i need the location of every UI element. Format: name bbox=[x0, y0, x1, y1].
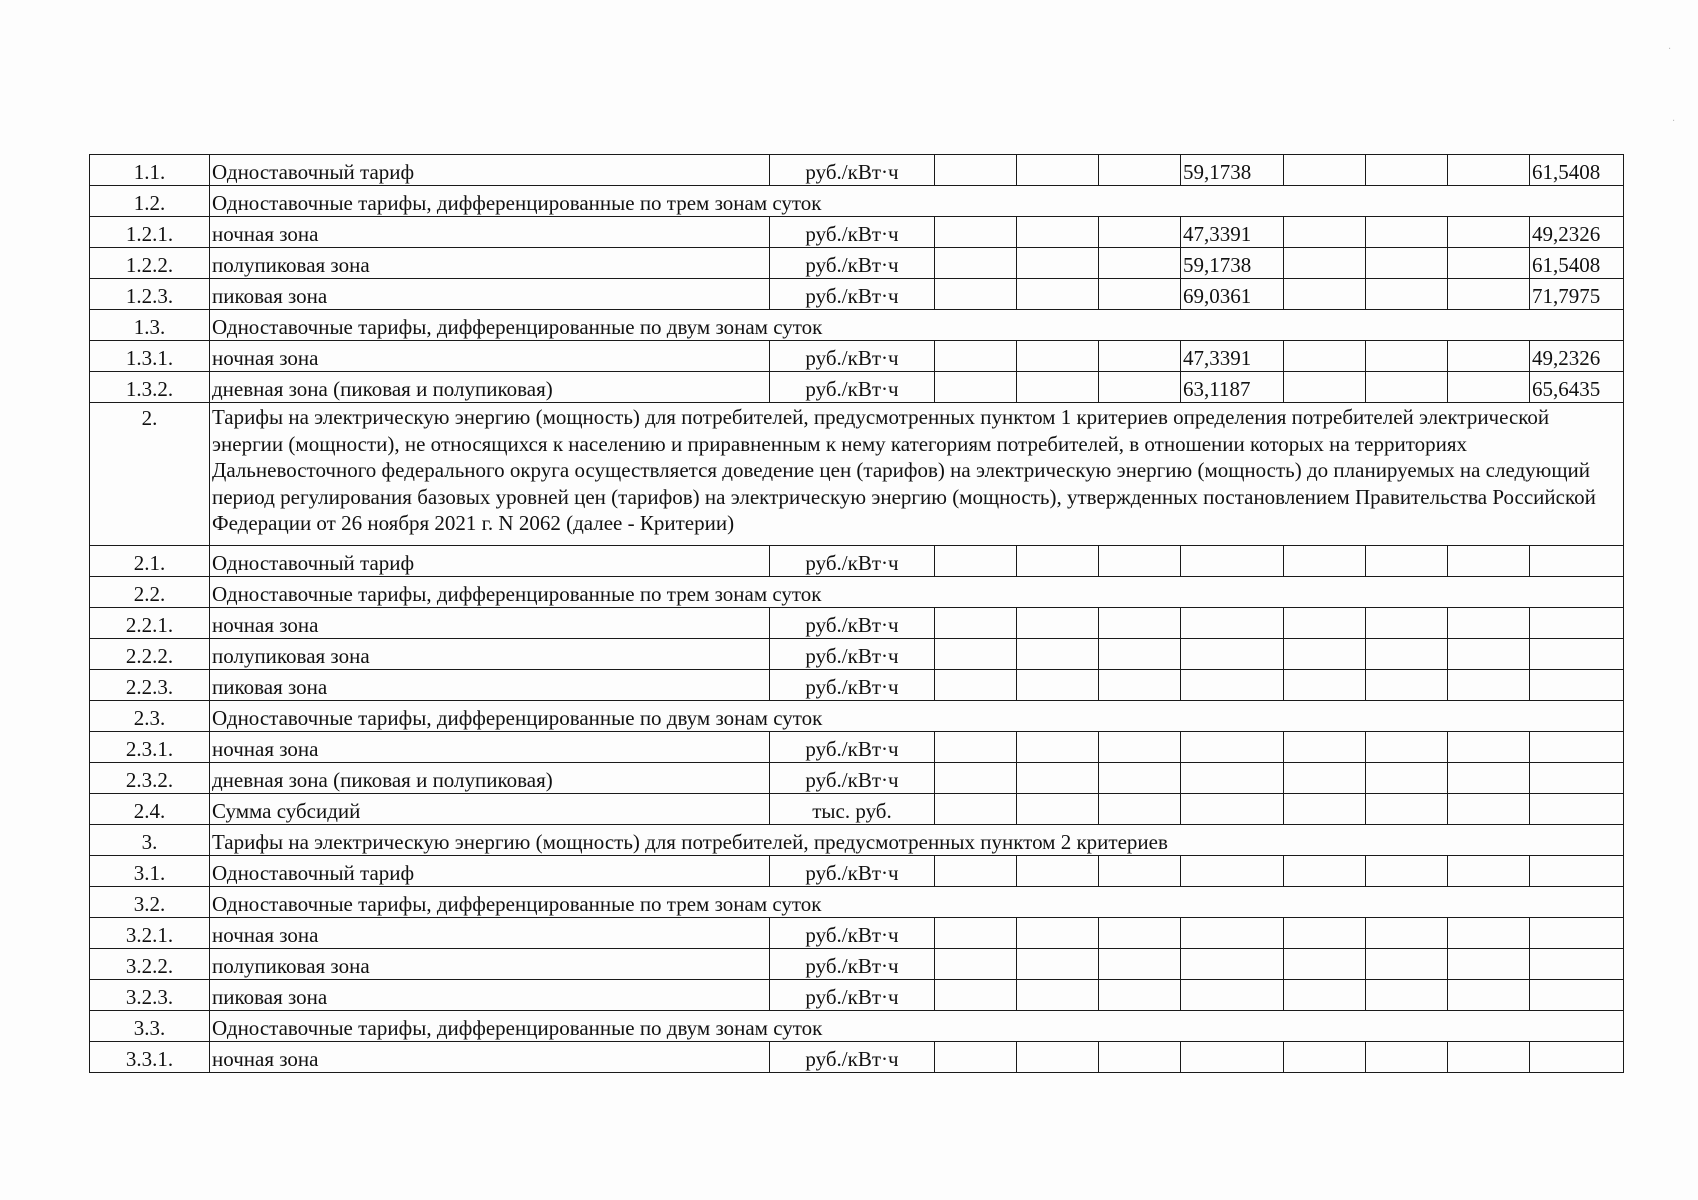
row-unit: руб./кВт·ч bbox=[770, 372, 935, 403]
table-row bbox=[90, 608, 1624, 639]
value-cell bbox=[935, 217, 1017, 248]
value-cell bbox=[1448, 732, 1530, 763]
row-unit: руб./кВт·ч bbox=[770, 155, 935, 186]
value-cell bbox=[935, 794, 1017, 825]
value-cell bbox=[935, 372, 1017, 403]
value-cell bbox=[935, 155, 1017, 186]
value-cell bbox=[1017, 217, 1099, 248]
value-cell bbox=[1448, 980, 1530, 1011]
value-cell bbox=[1530, 732, 1624, 763]
value-cell bbox=[1448, 279, 1530, 310]
table-row bbox=[90, 279, 1624, 310]
value-cell bbox=[1284, 794, 1366, 825]
table-row bbox=[90, 248, 1624, 279]
value-cell bbox=[1017, 372, 1099, 403]
tariff-table-body bbox=[90, 155, 1624, 1073]
value-cell bbox=[1530, 980, 1624, 1011]
value-cell bbox=[1284, 639, 1366, 670]
table-row bbox=[90, 856, 1624, 887]
tariff-table bbox=[89, 154, 1624, 1073]
row-number: 1.2.3. bbox=[90, 279, 210, 310]
table-row bbox=[90, 670, 1624, 701]
value-cell bbox=[1366, 732, 1448, 763]
value-cell bbox=[1099, 608, 1181, 639]
value-cell bbox=[1099, 155, 1181, 186]
value-cell bbox=[1099, 670, 1181, 701]
row-number: 3.2. bbox=[90, 887, 210, 918]
value-cell bbox=[1099, 794, 1181, 825]
value-cell bbox=[1099, 546, 1181, 577]
value-cell bbox=[1284, 546, 1366, 577]
value-cell bbox=[1530, 763, 1624, 794]
value-cell bbox=[1448, 918, 1530, 949]
value-cell bbox=[935, 279, 1017, 310]
row-number: 1.3. bbox=[90, 310, 210, 341]
value-cell bbox=[1366, 980, 1448, 1011]
value-cell bbox=[1017, 732, 1099, 763]
row-name: пиковая зона bbox=[210, 980, 770, 1011]
value-cell bbox=[935, 1042, 1017, 1073]
value-cell bbox=[1099, 217, 1181, 248]
row-number: 3.2.1. bbox=[90, 918, 210, 949]
row-unit: руб./кВт·ч bbox=[770, 856, 935, 887]
row-unit: руб./кВт·ч bbox=[770, 279, 935, 310]
value-cell bbox=[1284, 918, 1366, 949]
row-name: Одноставочный тариф bbox=[210, 155, 770, 186]
value-cell bbox=[1366, 546, 1448, 577]
row-number: 1.2.2. bbox=[90, 248, 210, 279]
row-number: 3.2.2. bbox=[90, 949, 210, 980]
value-cell bbox=[1017, 546, 1099, 577]
row-unit: руб./кВт·ч bbox=[770, 639, 935, 670]
value-cell bbox=[1448, 794, 1530, 825]
value-cell bbox=[1017, 1042, 1099, 1073]
row-name: полупиковая зона bbox=[210, 639, 770, 670]
row-name: дневная зона (пиковая и полупиковая) bbox=[210, 763, 770, 794]
value-cell bbox=[1017, 918, 1099, 949]
value-cell bbox=[1448, 217, 1530, 248]
table-row bbox=[90, 372, 1624, 403]
value-cell: 47,3391 bbox=[1181, 341, 1284, 372]
row-number: 3. bbox=[90, 825, 210, 856]
table-row bbox=[90, 577, 1624, 608]
value-cell bbox=[1366, 949, 1448, 980]
row-name: ночная зона bbox=[210, 1042, 770, 1073]
value-cell bbox=[1448, 341, 1530, 372]
value-cell bbox=[1181, 608, 1284, 639]
row-number: 2.2. bbox=[90, 577, 210, 608]
value-cell bbox=[1284, 980, 1366, 1011]
table-row bbox=[90, 763, 1624, 794]
value-cell bbox=[1099, 639, 1181, 670]
value-cell bbox=[1530, 639, 1624, 670]
table-row bbox=[90, 155, 1624, 186]
value-cell bbox=[1181, 918, 1284, 949]
value-cell bbox=[1366, 763, 1448, 794]
value-cell bbox=[1366, 670, 1448, 701]
value-cell bbox=[935, 980, 1017, 1011]
value-cell bbox=[1284, 1042, 1366, 1073]
table-row bbox=[90, 701, 1624, 732]
value-cell: 69,0361 bbox=[1181, 279, 1284, 310]
value-cell bbox=[1017, 949, 1099, 980]
value-cell bbox=[935, 949, 1017, 980]
value-cell bbox=[1530, 856, 1624, 887]
table-row bbox=[90, 403, 1624, 546]
value-cell bbox=[935, 608, 1017, 639]
value-cell bbox=[1284, 372, 1366, 403]
value-cell: 71,7975 bbox=[1530, 279, 1624, 310]
row-number: 2.1. bbox=[90, 546, 210, 577]
value-cell bbox=[1448, 1042, 1530, 1073]
value-cell bbox=[1284, 279, 1366, 310]
row-unit: руб./кВт·ч bbox=[770, 341, 935, 372]
row-unit: руб./кВт·ч bbox=[770, 608, 935, 639]
row-name: ночная зона bbox=[210, 217, 770, 248]
value-cell bbox=[1017, 980, 1099, 1011]
value-cell bbox=[1017, 279, 1099, 310]
value-cell bbox=[1530, 608, 1624, 639]
scan-speck: · bbox=[1672, 116, 1676, 127]
table-row bbox=[90, 980, 1624, 1011]
value-cell bbox=[1530, 1042, 1624, 1073]
value-cell bbox=[1284, 217, 1366, 248]
value-cell bbox=[1099, 1042, 1181, 1073]
value-cell bbox=[1366, 918, 1448, 949]
section-heading: Одноставочные тарифы, дифференцированные по трем зонам суток bbox=[210, 577, 1624, 608]
value-cell: 61,5408 bbox=[1530, 155, 1624, 186]
row-unit: руб./кВт·ч bbox=[770, 949, 935, 980]
row-name: Одноставочный тариф bbox=[210, 546, 770, 577]
row-number: 2.3.1. bbox=[90, 732, 210, 763]
value-cell bbox=[1099, 372, 1181, 403]
value-cell bbox=[935, 856, 1017, 887]
value-cell bbox=[935, 546, 1017, 577]
value-cell bbox=[1099, 763, 1181, 794]
value-cell bbox=[1181, 732, 1284, 763]
value-cell bbox=[1181, 670, 1284, 701]
value-cell bbox=[1448, 856, 1530, 887]
value-cell bbox=[1017, 670, 1099, 701]
value-cell bbox=[1448, 949, 1530, 980]
value-cell bbox=[1181, 546, 1284, 577]
row-name: Одноставочный тариф bbox=[210, 856, 770, 887]
value-cell bbox=[1099, 248, 1181, 279]
table-row bbox=[90, 546, 1624, 577]
section-heading: Одноставочные тарифы, дифференцированные по двум зонам суток bbox=[210, 1011, 1624, 1042]
value-cell: 47,3391 bbox=[1181, 217, 1284, 248]
value-cell bbox=[1366, 155, 1448, 186]
row-name: Сумма субсидий bbox=[210, 794, 770, 825]
section-heading: Одноставочные тарифы, дифференцированные по двум зонам суток bbox=[210, 701, 1624, 732]
value-cell bbox=[1366, 248, 1448, 279]
value-cell bbox=[1448, 248, 1530, 279]
row-number: 1.2. bbox=[90, 186, 210, 217]
value-cell bbox=[1366, 1042, 1448, 1073]
value-cell bbox=[1017, 608, 1099, 639]
row-unit: тыс. руб. bbox=[770, 794, 935, 825]
value-cell bbox=[1366, 639, 1448, 670]
value-cell bbox=[1181, 639, 1284, 670]
section-heading: Тарифы на электрическую энергию (мощность) для потребителей, предусмотренных пунктом 2 критериев bbox=[210, 825, 1624, 856]
row-number: 2.2.1. bbox=[90, 608, 210, 639]
row-number: 2.4. bbox=[90, 794, 210, 825]
value-cell bbox=[1448, 670, 1530, 701]
row-number: 3.3.1. bbox=[90, 1042, 210, 1073]
table-row bbox=[90, 794, 1624, 825]
row-unit: руб./кВт·ч bbox=[770, 1042, 935, 1073]
row-number: 1.3.2. bbox=[90, 372, 210, 403]
value-cell bbox=[1284, 155, 1366, 186]
value-cell bbox=[1530, 918, 1624, 949]
section-heading: Одноставочные тарифы, дифференцированные по трем зонам суток bbox=[210, 887, 1624, 918]
value-cell bbox=[935, 341, 1017, 372]
value-cell bbox=[1448, 608, 1530, 639]
row-number: 3.2.3. bbox=[90, 980, 210, 1011]
row-number: 1.3.1. bbox=[90, 341, 210, 372]
value-cell bbox=[1448, 155, 1530, 186]
row-unit: руб./кВт·ч bbox=[770, 732, 935, 763]
value-cell bbox=[1099, 279, 1181, 310]
value-cell bbox=[1017, 763, 1099, 794]
value-cell bbox=[935, 732, 1017, 763]
value-cell: 49,2326 bbox=[1530, 341, 1624, 372]
value-cell bbox=[1284, 732, 1366, 763]
row-number: 3.1. bbox=[90, 856, 210, 887]
value-cell bbox=[935, 248, 1017, 279]
value-cell: 59,1738 bbox=[1181, 155, 1284, 186]
value-cell bbox=[1099, 856, 1181, 887]
value-cell bbox=[1530, 546, 1624, 577]
row-name: пиковая зона bbox=[210, 670, 770, 701]
value-cell bbox=[1448, 372, 1530, 403]
value-cell bbox=[1366, 608, 1448, 639]
value-cell bbox=[1530, 670, 1624, 701]
value-cell bbox=[1099, 949, 1181, 980]
section-paragraph: Тарифы на электрическую энергию (мощность) для потребителей, предусмотренных пунктом 1 критериев определения потребителей электрической энергии (мощности), не относящихся к населению и приравненным к нему категориям потребителей, в отношении которых на территориях Дальневосточного федерального округа осуществляется доведение цен (тарифов) на электрическую энергию (мощность) до планируемых на следующий период регулирования базовых уровней цен (тарифов) на электрическую энергию (мощность), утвержденных постановлением Правительства Российской Федерации от 26 ноября 2021 г. N 2062 (далее - Критерии) bbox=[210, 403, 1624, 546]
table-row bbox=[90, 1011, 1624, 1042]
value-cell bbox=[1530, 794, 1624, 825]
table-row bbox=[90, 918, 1624, 949]
value-cell bbox=[1099, 341, 1181, 372]
value-cell bbox=[1181, 856, 1284, 887]
row-number: 2.3. bbox=[90, 701, 210, 732]
value-cell bbox=[1099, 980, 1181, 1011]
value-cell bbox=[1448, 763, 1530, 794]
row-name: пиковая зона bbox=[210, 279, 770, 310]
value-cell: 59,1738 bbox=[1181, 248, 1284, 279]
value-cell bbox=[1181, 794, 1284, 825]
table-row bbox=[90, 732, 1624, 763]
value-cell bbox=[1017, 341, 1099, 372]
value-cell: 61,5408 bbox=[1530, 248, 1624, 279]
scan-speck: · bbox=[1668, 44, 1672, 55]
row-name: ночная зона bbox=[210, 732, 770, 763]
table-row bbox=[90, 186, 1624, 217]
table-row bbox=[90, 1042, 1624, 1073]
row-number: 2. bbox=[90, 403, 210, 546]
value-cell bbox=[1366, 341, 1448, 372]
row-number: 3.3. bbox=[90, 1011, 210, 1042]
value-cell: 65,6435 bbox=[1530, 372, 1624, 403]
row-number: 2.2.3. bbox=[90, 670, 210, 701]
table-row bbox=[90, 825, 1624, 856]
section-heading: Одноставочные тарифы, дифференцированные по трем зонам суток bbox=[210, 186, 1624, 217]
row-unit: руб./кВт·ч bbox=[770, 546, 935, 577]
table-row bbox=[90, 341, 1624, 372]
value-cell bbox=[1017, 856, 1099, 887]
value-cell bbox=[1181, 763, 1284, 794]
table-row bbox=[90, 310, 1624, 341]
row-name: полупиковая зона bbox=[210, 949, 770, 980]
value-cell bbox=[1181, 980, 1284, 1011]
value-cell bbox=[1284, 608, 1366, 639]
row-number: 1.1. bbox=[90, 155, 210, 186]
value-cell bbox=[1017, 639, 1099, 670]
value-cell bbox=[1284, 341, 1366, 372]
value-cell bbox=[1366, 217, 1448, 248]
row-name: ночная зона bbox=[210, 341, 770, 372]
row-number: 1.2.1. bbox=[90, 217, 210, 248]
row-unit: руб./кВт·ч bbox=[770, 918, 935, 949]
row-unit: руб./кВт·ч bbox=[770, 217, 935, 248]
value-cell: 49,2326 bbox=[1530, 217, 1624, 248]
value-cell bbox=[1099, 732, 1181, 763]
value-cell bbox=[1284, 763, 1366, 794]
row-number: 2.2.2. bbox=[90, 639, 210, 670]
row-unit: руб./кВт·ч bbox=[770, 980, 935, 1011]
row-unit: руб./кВт·ч bbox=[770, 763, 935, 794]
value-cell bbox=[1366, 856, 1448, 887]
row-unit: руб./кВт·ч bbox=[770, 670, 935, 701]
value-cell bbox=[1284, 670, 1366, 701]
value-cell bbox=[935, 639, 1017, 670]
value-cell bbox=[935, 918, 1017, 949]
row-name: дневная зона (пиковая и полупиковая) bbox=[210, 372, 770, 403]
value-cell bbox=[935, 670, 1017, 701]
value-cell bbox=[1366, 372, 1448, 403]
table-row bbox=[90, 639, 1624, 670]
value-cell bbox=[1284, 949, 1366, 980]
value-cell bbox=[1017, 248, 1099, 279]
value-cell bbox=[1181, 949, 1284, 980]
row-name: полупиковая зона bbox=[210, 248, 770, 279]
table-row bbox=[90, 217, 1624, 248]
value-cell bbox=[1284, 248, 1366, 279]
row-name: ночная зона bbox=[210, 918, 770, 949]
value-cell bbox=[1017, 155, 1099, 186]
value-cell bbox=[1366, 794, 1448, 825]
row-name: ночная зона bbox=[210, 608, 770, 639]
value-cell: 63,1187 bbox=[1181, 372, 1284, 403]
table-row bbox=[90, 949, 1624, 980]
value-cell bbox=[1448, 546, 1530, 577]
value-cell bbox=[1530, 949, 1624, 980]
value-cell bbox=[1366, 279, 1448, 310]
row-number: 2.3.2. bbox=[90, 763, 210, 794]
value-cell bbox=[1099, 918, 1181, 949]
value-cell bbox=[935, 763, 1017, 794]
section-heading: Одноставочные тарифы, дифференцированные по двум зонам суток bbox=[210, 310, 1624, 341]
value-cell bbox=[1284, 856, 1366, 887]
row-unit: руб./кВт·ч bbox=[770, 248, 935, 279]
table-row bbox=[90, 887, 1624, 918]
value-cell bbox=[1448, 639, 1530, 670]
value-cell bbox=[1181, 1042, 1284, 1073]
value-cell bbox=[1017, 794, 1099, 825]
